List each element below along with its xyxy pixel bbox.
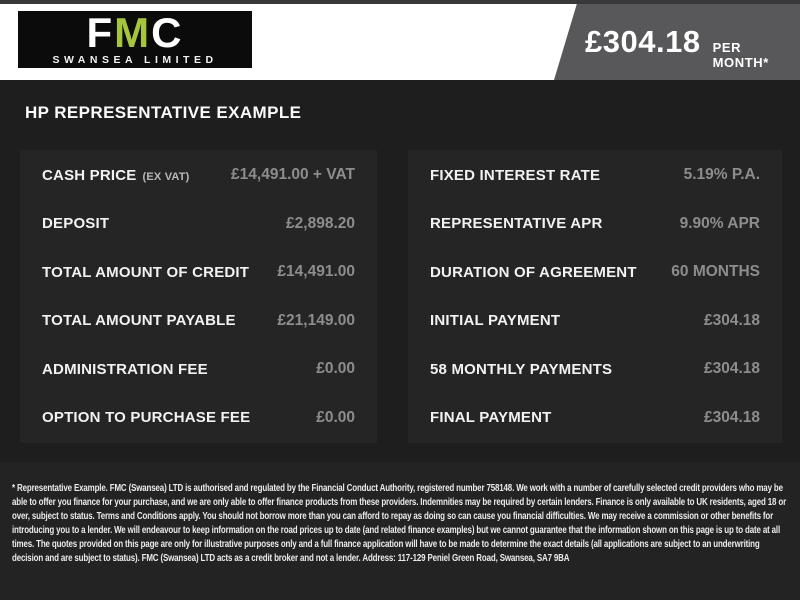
page-title: HP REPRESENTATIVE EXAMPLE — [25, 103, 302, 122]
finance-row — [430, 360, 760, 378]
brand-logo-text — [86, 9, 184, 57]
header-banner — [0, 0, 800, 80]
finance-row-label: INITIAL PAYMENT — [430, 312, 561, 330]
disclaimer-text: * Representative Example. FMC (Swansea) LTD is authorised and regulated by the Financial Conduct Authority, registered number 758148. We work with a number of carefully selected credit providers who may be able to offer you finance for your purchase, and we are only able to offer finance products from these providers. Indemnities may be required by certain lenders. Finance is only available to UK residents, aged 18 or over, subject to status. Terms and Conditions apply. You should not borrow more than you can afford to repay as doing so can cause you financial difficulties. We may receive a commission or other benefits for introducing you to a lender. We will endeavour to keep information on the road prices up to date (and related finance examples) but we cannot guarantee that the information shown on this page is up to date at all times. The quotes provided on this page are only for illustrative purposes only and a full finance application will have to be made to determine the exact details (all applications are subject to an underwriting decision and are subject to status). FMC (Swansea) LTD acts as a credit broker and not a lender. Address: 117-129 Peniel Green Road, Swansea, SA7 9BA — [12, 483, 787, 564]
finance-row-label: OPTION TO PURCHASE FEE — [42, 409, 251, 427]
finance-row — [430, 166, 760, 184]
finance-row — [430, 263, 760, 281]
finance-row-value: £0.00 — [316, 360, 355, 378]
brand-logo — [18, 11, 252, 68]
finance-row-value: £0.00 — [316, 408, 355, 426]
finance-row — [42, 166, 355, 184]
finance-row-value: £21,149.00 — [277, 311, 355, 329]
finance-row-label: FINAL PAYMENT — [430, 409, 552, 427]
finance-row-value: £304.18 — [703, 360, 760, 378]
finance-row — [430, 409, 760, 427]
finance-row — [42, 263, 355, 281]
finance-row — [430, 312, 760, 330]
monthly-price-suffix: PER MONTH* — [712, 40, 769, 70]
finance-row — [42, 312, 355, 330]
finance-row-value: 9.90% APR — [679, 214, 760, 232]
finance-row-label: DURATION OF AGREEMENT — [430, 263, 637, 281]
finance-row-value: £304.18 — [703, 311, 760, 329]
finance-row-value: £2,898.20 — [286, 214, 355, 232]
finance-row — [42, 215, 355, 233]
top-border — [0, 0, 800, 4]
finance-row-value: £304.18 — [703, 408, 760, 426]
finance-row-value: 60 MONTHS — [671, 263, 760, 281]
monthly-price-group — [585, 26, 800, 70]
cash-price-sublabel: (EX VAT) — [142, 170, 190, 183]
finance-row-label: FIXED INTEREST RATE — [430, 166, 601, 184]
logo-letter-f: F — [86, 9, 115, 57]
finance-table-left — [20, 150, 377, 443]
finance-row-value: 5.19% P.A. — [683, 166, 760, 183]
finance-row-label: DEPOSIT — [42, 215, 110, 233]
finance-row-label: REPRESENTATIVE APR — [430, 215, 603, 233]
finance-row-value: £14,491.00 — [277, 263, 355, 281]
finance-row — [430, 215, 760, 233]
finance-row — [42, 360, 355, 378]
finance-row-value: £14,491.00 + VAT — [231, 166, 355, 183]
cash-price-label: CASH PRICE — [42, 166, 137, 184]
logo-letter-c: C — [151, 9, 184, 57]
logo-letter-m: M — [114, 9, 152, 57]
brand-logo-subtitle: SWANSEA LIMITED — [52, 53, 218, 66]
finance-row-label: ADMINISTRATION FEE — [42, 360, 208, 378]
footer — [0, 462, 800, 600]
finance-table-right — [408, 150, 782, 443]
finance-row-label: 58 MONTHLY PAYMENTS — [430, 360, 613, 378]
finance-row-label — [42, 167, 190, 184]
finance-row — [42, 409, 355, 427]
finance-row-label: TOTAL AMOUNT OF CREDIT — [42, 263, 250, 281]
finance-row-label: TOTAL AMOUNT PAYABLE — [42, 312, 236, 330]
monthly-price: £304.18 — [585, 24, 701, 59]
